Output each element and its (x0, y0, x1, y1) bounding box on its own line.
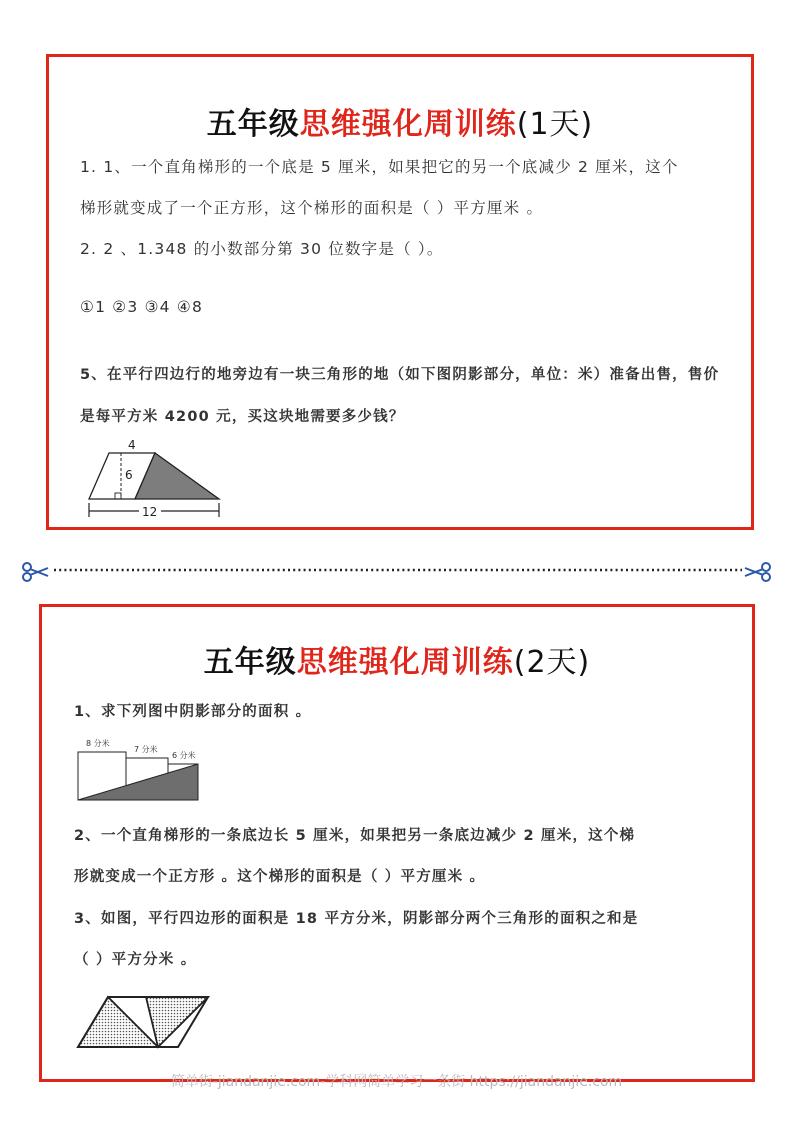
scissors-icon (23, 563, 48, 581)
day2-squares-figure (76, 731, 202, 805)
scissors-icon (745, 563, 770, 581)
day1-title-topic: 思维强化周训练 (299, 107, 517, 142)
shaded-left-triangle (78, 997, 158, 1047)
day2-title (42, 637, 752, 681)
day2-q2-line2: 形就变成一个正方形 。这个梯形的面积是（ ）平方厘米 。 (74, 869, 486, 885)
day2-parallelogram-figure (74, 991, 214, 1051)
watermark-footer: 简单街-jiandanjie.com-学科网简单学习一条街 https://jiandanjie.com (170, 1074, 623, 1090)
label-8dm: 8 分米 (86, 739, 110, 748)
label-base: 12 (142, 505, 158, 519)
day2-q1-line1: 1、求下列图中阴影部分的面积 。 (74, 704, 312, 720)
shaded-right-triangle (146, 997, 208, 1047)
shaded-triangle (135, 453, 219, 499)
label-6dm: 6 分米 (172, 751, 196, 760)
day1-q2-line1: 2. 2 、1.348 的小数部分第 30 位数字是（ ）。 (80, 240, 444, 258)
day1-title (49, 99, 751, 143)
day1-q5-line2: 是每平方米 4200 元，买这块地需要多少钱？ (80, 409, 405, 425)
day1-q1-line1: 1. 1、一个直角梯形的一个底是 5 厘米，如果把它的另一个底减少 2 厘米，这个 (80, 158, 679, 176)
day1-title-grade: 五年级 (206, 107, 300, 142)
day2-card (39, 604, 755, 1082)
day1-q5-line1: 5、在平行四边行的地旁边有一块三角形的地（如下图阴影部分，单位：米）准备出售，售价 (80, 367, 720, 383)
day1-title-day: (1天) (516, 107, 594, 142)
day1-q1-line2: 梯形就变成了一个正方形，这个梯形的面积是（ ）平方厘米 。 (80, 199, 544, 217)
day1-parallelogram-figure (81, 437, 231, 519)
right-angle-mark (115, 493, 121, 499)
label-7dm: 7 分米 (134, 745, 158, 754)
cut-line (0, 556, 793, 586)
label-height: 6 (125, 468, 133, 482)
day2-title-grade: 五年级 (203, 645, 297, 680)
label-top: 4 (128, 438, 136, 452)
day2-title-day: (2天) (513, 645, 591, 680)
day2-q3-line2: （ ）平方分米 。 (74, 952, 197, 968)
day1-card (46, 54, 754, 530)
day2-q3-line1: 3、如图，平行四边形的面积是 18 平方分米，阴影部分两个三角形的面积之和是 (74, 911, 639, 927)
day2-q2-line1: 2、一个直角梯形的一条底边长 5 厘米，如果把另一条底边减少 2 厘米，这个梯 (74, 828, 636, 844)
day2-title-topic: 思维强化周训练 (296, 645, 514, 680)
day1-q2-options: ①1 ②3 ③4 ④8 (80, 298, 204, 316)
